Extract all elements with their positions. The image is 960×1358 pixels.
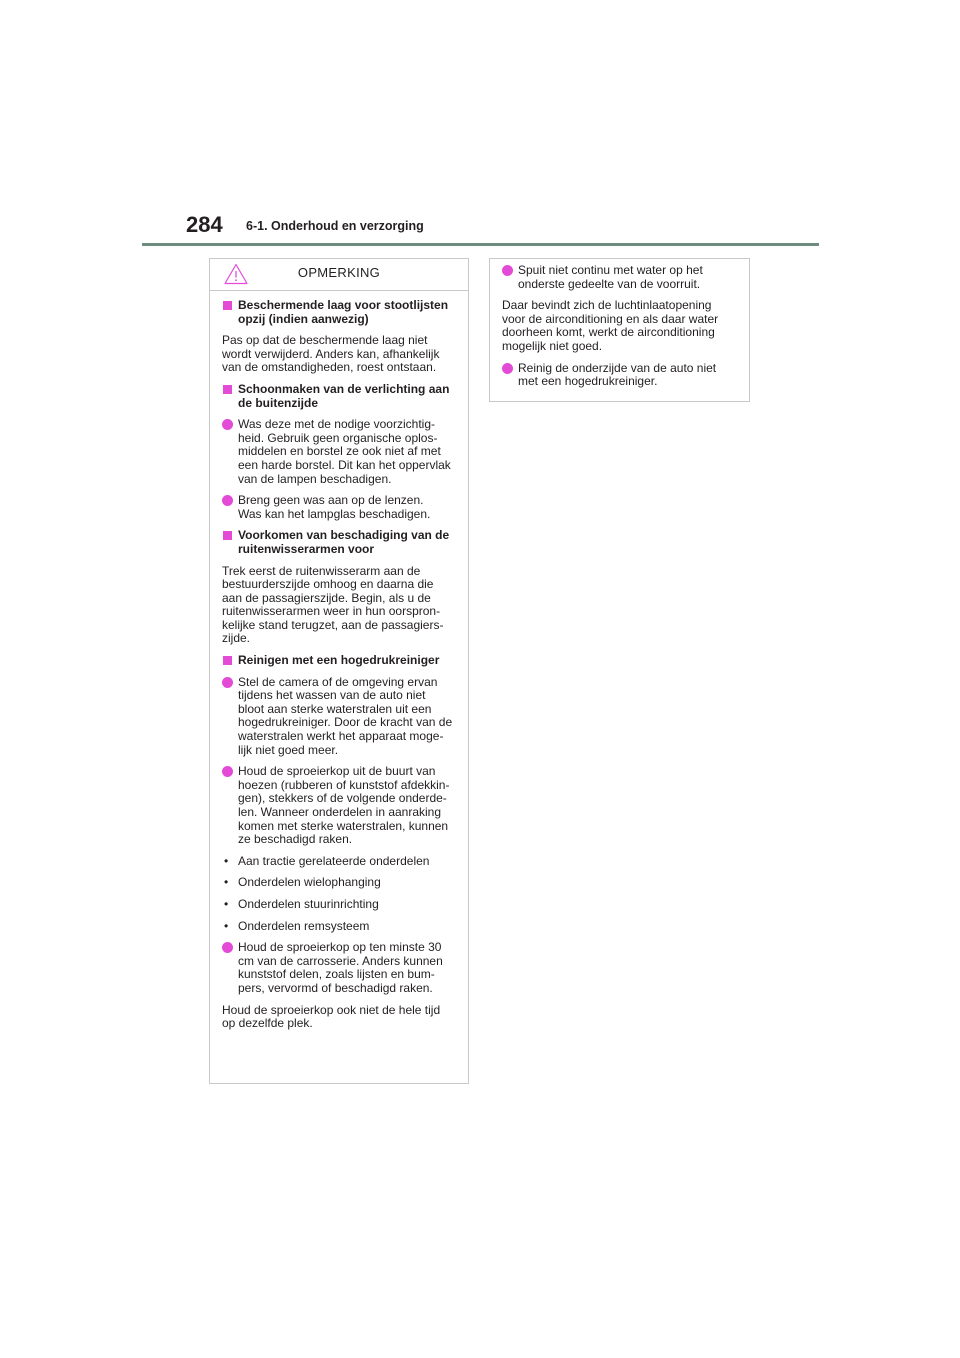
block-text: Houd de sproeierkop op ten minste 30 cm van de carrosserie. Anders kunnen kunststof delen, zoals lijsten en bum- pers, vervormd of beschadigd raken. xyxy=(238,940,443,995)
section-heading xyxy=(222,383,456,410)
section-heading xyxy=(222,529,456,556)
section-heading xyxy=(222,299,456,326)
paragraph xyxy=(222,1004,456,1031)
block-text: Houd de sproeierkop uit de buurt van hoezen (rubberen of kunststof afdekkin- gen), stekkers of de volgende onderde- len. Wanneer onderdelen in aanraking komen met sterke waterstralen, kunnen ze beschadigd raken. xyxy=(238,764,450,847)
bullet-item xyxy=(222,418,456,486)
dot-bullet-icon: • xyxy=(224,853,229,868)
circle-bullet-icon xyxy=(222,677,233,688)
block-text: Onderdelen remsysteem xyxy=(238,918,370,933)
list-item xyxy=(222,898,456,912)
square-bullet-icon xyxy=(223,656,232,665)
block-text: Daar bevindt zich de luchtinlaatopening voor de airconditioning en als daar water doorheen komt, werkt de airconditioning mogelijk niet goed. xyxy=(502,298,719,353)
block-text: Pas op dat de beschermende laag niet wordt verwijderd. Anders kan, afhankelijk van de omstandigheden, roest ontstaan. xyxy=(222,333,440,375)
circle-bullet-icon xyxy=(222,419,233,430)
block-text: Beschermende laag voor stootlijsten opzij (indien aanwezig) xyxy=(238,298,449,326)
block-text: Stel de camera of de omgeving ervan tijdens het wassen van de auto niet bloot aan sterke waterstralen uit een hogedrukreiniger. Door de kracht van de waterstralen werkt het apparaat moge- lijk niet goed meer. xyxy=(238,674,453,757)
circle-bullet-icon xyxy=(502,265,513,276)
circle-bullet-icon xyxy=(222,942,233,953)
bullet-item xyxy=(222,765,456,847)
block-text: Schoonmaken van de verlichting aan de buitenzijde xyxy=(238,381,450,410)
paragraph xyxy=(222,565,456,647)
page-number: 284 xyxy=(186,212,223,237)
square-bullet-icon xyxy=(223,301,232,310)
dot-bullet-icon: • xyxy=(224,918,229,933)
notice-title: OPMERKING xyxy=(297,265,381,280)
block-text: Houd de sproeierkop ook niet de hele tijd op dezelfde plek. xyxy=(222,1002,441,1031)
block-text: Reinig de onderzijde van de auto niet met een hogedrukreiniger. xyxy=(518,360,717,389)
block-text: Was deze met de nodige voorzichtig- heid. Gebruik geen organische oplos- middelen en borstel ze ook niet af met een harde borstel. Dit kan het oppervlak van de lampen beschadigen. xyxy=(238,417,451,486)
dot-bullet-icon: • xyxy=(224,896,229,911)
notice-header xyxy=(210,259,468,291)
paragraph xyxy=(502,299,737,353)
square-bullet-icon xyxy=(223,531,232,540)
block-text: Trek eerst de ruitenwisserarm aan de bestuurderszijde omhoog en daarna die aan de passagierszijde. Begin, als u de ruitenwisserarmen weer in hun oorspron- kelijke stand terugzet, aan de passagiers- zijde. xyxy=(222,563,444,646)
paragraph xyxy=(222,334,456,375)
square-bullet-icon xyxy=(223,385,232,394)
block-text: Reinigen met een hogedrukreiniger xyxy=(238,653,440,668)
bullet-item xyxy=(222,494,456,521)
circle-bullet-icon xyxy=(222,495,233,506)
bullet-item xyxy=(222,941,456,995)
notice-box-right xyxy=(489,258,750,402)
notice-content-left xyxy=(222,299,456,1031)
list-item xyxy=(222,876,456,890)
section-heading xyxy=(222,654,456,668)
notice-content-right xyxy=(502,259,737,389)
block-text: Onderdelen stuurinrichting xyxy=(238,896,379,911)
dot-bullet-icon: • xyxy=(224,875,229,890)
bullet-item xyxy=(502,264,737,291)
circle-bullet-icon xyxy=(222,766,233,777)
block-text: Voorkomen van beschadiging van de ruitenwisserarmen voor xyxy=(238,528,450,556)
list-item xyxy=(222,920,456,934)
block-text: Breng geen was aan op de lenzen. Was kan het lampglas beschadigen. xyxy=(238,493,431,521)
section-title: 6-1. Onderhoud en verzorging xyxy=(246,219,424,233)
list-item xyxy=(222,855,456,869)
block-text: Spuit niet continu met water op het onderste gedeelte van de voorruit. xyxy=(518,263,703,291)
bullet-item xyxy=(222,676,456,758)
header-rule xyxy=(142,243,819,246)
block-text: Onderdelen wielophanging xyxy=(238,875,381,890)
notice-box-left xyxy=(209,258,469,1084)
bullet-item xyxy=(502,362,737,389)
block-text: Aan tractie gerelateerde onderdelen xyxy=(238,853,430,868)
circle-bullet-icon xyxy=(502,363,513,374)
